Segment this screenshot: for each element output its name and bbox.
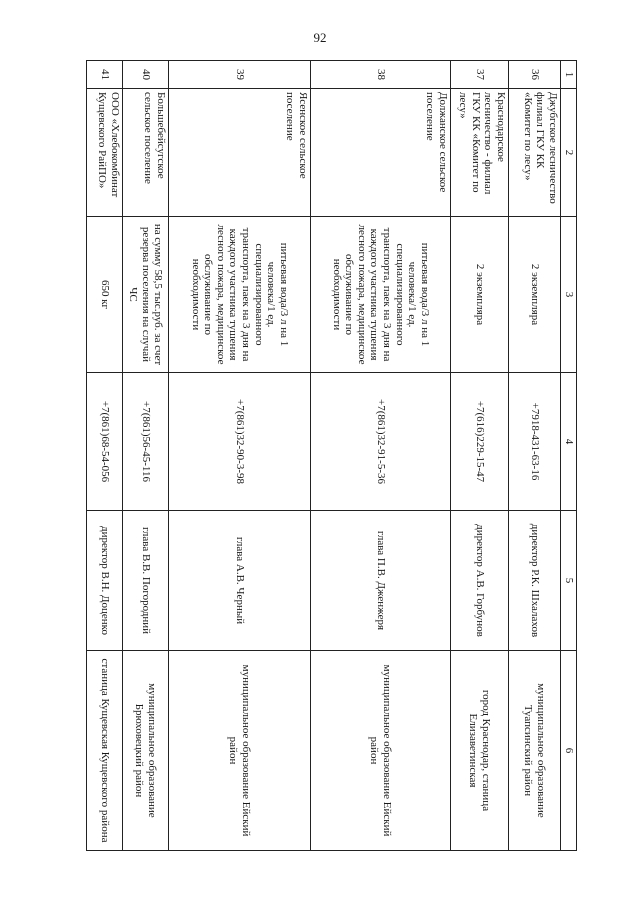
contact-cell: глава А.В. Черный — [169, 511, 311, 651]
phone-cell: +7(861)32-90-3-98 — [169, 373, 311, 511]
resource-cell: питьевая вода/3 л на 1 человека/1 ед. специализированного транспорта, паек на 3 дня на каждого участника тушения лесного пожара, медицинское обслуживание по необходимости — [169, 217, 311, 373]
phone-cell: +7(861)68-54-056 — [87, 373, 123, 511]
row-number: 40 — [123, 61, 169, 89]
phone-cell: +7(861)32-91-5-36 — [311, 373, 451, 511]
table-row — [509, 61, 561, 851]
contact-cell: директор А.В. Горбунов — [451, 511, 509, 651]
resource-cell: 2 экземпляра — [451, 217, 509, 373]
header-row — [561, 61, 577, 851]
contact-cell: глава П.В. Дженжеря — [311, 511, 451, 651]
organization-cell: Краснодарское лесничество - филиал ГКУ КК «Комитет по лесу» — [451, 89, 509, 217]
municipality-cell: муниципальное образование Ейский район — [169, 651, 311, 851]
table-row — [123, 61, 169, 851]
municipality-cell: город Краснодар, станица Елизаветинская — [451, 651, 509, 851]
organization-cell: ООО «Хлебокомбинат Кущевского РайПО» — [87, 89, 123, 217]
header-col-3: 3 — [561, 217, 577, 373]
row-number: 37 — [451, 61, 509, 89]
phone-cell: +7(861)56-45-116 — [123, 373, 169, 511]
organization-cell: Большебейсугское сельское поселение — [123, 89, 169, 217]
phone-cell: +7(616)229-15-47 — [451, 373, 509, 511]
contact-cell: директор Р.К. Шхалахов — [509, 511, 561, 651]
table-row — [169, 61, 311, 851]
row-number: 39 — [169, 61, 311, 89]
header-col-6: 6 — [561, 651, 577, 851]
municipality-cell: станица Кущевская Кущевского района — [87, 651, 123, 851]
row-number: 36 — [509, 61, 561, 89]
table-row — [311, 61, 451, 851]
resource-cell: на сумму 58,5 тыс.руб. за счет резерва поселения на случай ЧС — [123, 217, 169, 373]
organization-cell: Джубгское лесничество филиал ГКУ КК «Комитет по лесу» — [509, 89, 561, 217]
resource-cell: питьевая вода/3 л на 1 человека/1 ед. специализированного транспорта, паек на 3 дня на каждого участника тушения лесного пожара, медицинское обслуживание по необходимости — [311, 217, 451, 373]
header-col-5: 5 — [561, 511, 577, 651]
phone-cell: +7918-431-63-16 — [509, 373, 561, 511]
municipality-cell: муниципальное образование Ейский район — [311, 651, 451, 851]
page-number: 92 — [313, 30, 327, 45]
row-number: 41 — [87, 61, 123, 89]
resource-cell: 650 кг — [87, 217, 123, 373]
row-number: 38 — [311, 61, 451, 89]
organization-cell: Ясенское сельское поселение — [169, 89, 311, 217]
header-col-4: 4 — [561, 373, 577, 511]
header-col-1: 1 — [561, 61, 577, 89]
municipality-cell: муниципальное образование Туапсинский район — [509, 651, 561, 851]
resources-table — [86, 60, 577, 851]
table-row — [87, 61, 123, 851]
organization-cell: Должанское сельское поселение — [311, 89, 451, 217]
header-col-2: 2 — [561, 89, 577, 217]
municipality-cell: муниципальное образование Брюховецкий район — [123, 651, 169, 851]
resource-cell: 2 экземпляра — [509, 217, 561, 373]
contact-cell: глава В.В. Погородний — [123, 511, 169, 651]
table-row — [451, 61, 509, 851]
contact-cell: директор В.Н. Доценко — [87, 511, 123, 651]
rotated-table-container — [97, 60, 577, 850]
